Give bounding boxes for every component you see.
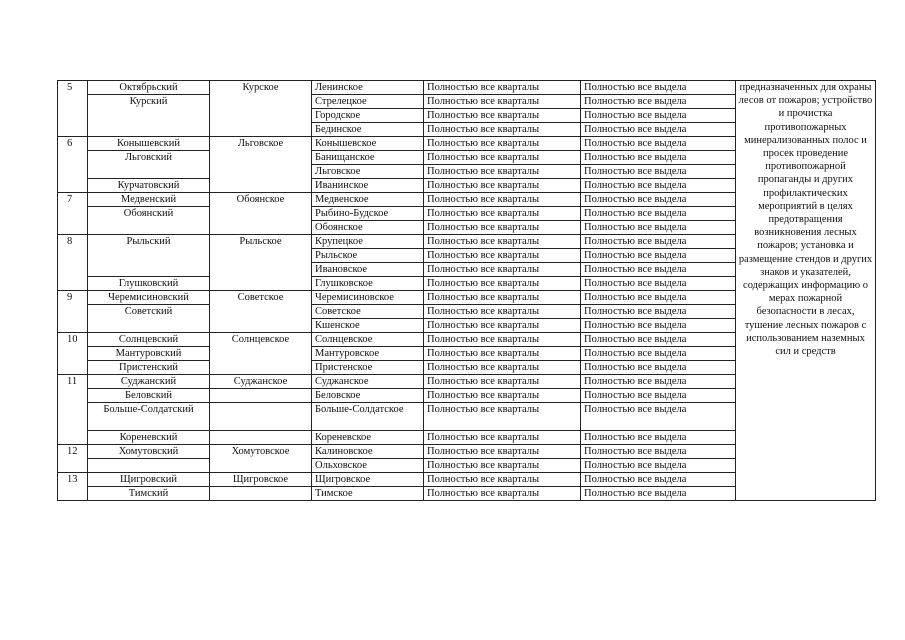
district-cell: Солнцевский <box>88 333 210 347</box>
district-cell: Глушковский <box>88 277 210 291</box>
quarters-cell: Полностью все кварталы <box>424 333 581 347</box>
district-cell: Конышевский <box>88 137 210 151</box>
district-cell: Курчатовский <box>88 179 210 193</box>
document-page <box>57 80 876 501</box>
sections-cell: Полностью все выдела <box>581 151 736 165</box>
quarters-cell: Полностью все кварталы <box>424 165 581 179</box>
district-cell: Обоянский <box>88 207 210 235</box>
local-forestry-cell: Ольховское <box>312 459 424 473</box>
forestry-cell: Хомутовское <box>210 445 312 473</box>
district-cell: Пристенский <box>88 361 210 375</box>
sections-cell: Полностью все выдела <box>581 235 736 249</box>
forestry-cell: Рыльское <box>210 235 312 291</box>
local-forestry-cell: Обоянское <box>312 221 424 235</box>
group-number: 8 <box>58 235 88 291</box>
quarters-cell: Полностью все кварталы <box>424 305 581 319</box>
district-cell: Льговский <box>88 151 210 179</box>
district-cell: Кореневский <box>88 431 210 445</box>
district-cell: Курский <box>88 95 210 137</box>
sections-cell: Полностью все выдела <box>581 179 736 193</box>
group-number: 12 <box>58 445 88 473</box>
local-forestry-cell: Щигровское <box>312 473 424 487</box>
sections-cell: Полностью все выдела <box>581 221 736 235</box>
quarters-cell: Полностью все кварталы <box>424 403 581 431</box>
sections-cell: Полностью все выдела <box>581 249 736 263</box>
district-cell: Советский <box>88 305 210 333</box>
local-forestry-cell: Глушковское <box>312 277 424 291</box>
measures-note: предназначенных для охраны лесов от пожаров; устройство и прочистка противопожарных минерализованных полос и просек проведение противопожарной пропаганды и других профилактических мероприятий в целях предотвращения возникновения лесных пожаров; установка и размещение стендов и других знаков и указателей, содержащих информацию о мерах пожарной безопасности в лесах, тушение лесных пожаров с использованием наземных сил и средств <box>736 81 876 501</box>
local-forestry-cell: Калиновское <box>312 445 424 459</box>
local-forestry-cell: Больше-Солдатское <box>312 403 424 431</box>
local-forestry-cell: Кшенское <box>312 319 424 333</box>
sections-cell: Полностью все выдела <box>581 333 736 347</box>
sections-cell: Полностью все выдела <box>581 109 736 123</box>
sections-cell: Полностью все выдела <box>581 361 736 375</box>
sections-cell: Полностью все выдела <box>581 389 736 403</box>
sections-cell: Полностью все выдела <box>581 291 736 305</box>
sections-cell: Полностью все выдела <box>581 165 736 179</box>
sections-cell: Полностью все выдела <box>581 123 736 137</box>
group-number: 9 <box>58 291 88 333</box>
sections-cell: Полностью все выдела <box>581 431 736 445</box>
sections-cell: Полностью все выдела <box>581 193 736 207</box>
group-number: 7 <box>58 193 88 235</box>
forestry-cell <box>210 389 312 403</box>
group-number: 5 <box>58 81 88 137</box>
quarters-cell: Полностью все кварталы <box>424 109 581 123</box>
local-forestry-cell: Тимское <box>312 487 424 501</box>
forestry-cell: Советское <box>210 291 312 333</box>
quarters-cell: Полностью все кварталы <box>424 81 581 95</box>
local-forestry-cell: Солнцевское <box>312 333 424 347</box>
table-row <box>58 81 876 95</box>
quarters-cell: Полностью все кварталы <box>424 137 581 151</box>
forestry-cell: Льговское <box>210 137 312 193</box>
local-forestry-cell: Городское <box>312 109 424 123</box>
district-cell: Октябрьский <box>88 81 210 95</box>
sections-cell: Полностью все выдела <box>581 207 736 221</box>
district-cell <box>88 459 210 473</box>
group-number: 6 <box>58 137 88 193</box>
district-cell: Беловский <box>88 389 210 403</box>
quarters-cell: Полностью все кварталы <box>424 123 581 137</box>
district-cell: Тимский <box>88 487 210 501</box>
local-forestry-cell: Мантуровское <box>312 347 424 361</box>
local-forestry-cell: Банищанское <box>312 151 424 165</box>
local-forestry-cell: Кореневское <box>312 431 424 445</box>
quarters-cell: Полностью все кварталы <box>424 347 581 361</box>
sections-cell: Полностью все выдела <box>581 473 736 487</box>
quarters-cell: Полностью все кварталы <box>424 221 581 235</box>
sections-cell: Полностью все выдела <box>581 487 736 501</box>
forestry-cell: Щигровское <box>210 473 312 487</box>
sections-cell: Полностью все выдела <box>581 137 736 151</box>
local-forestry-cell: Конышевское <box>312 137 424 151</box>
forest-fire-table <box>57 80 876 501</box>
quarters-cell: Полностью все кварталы <box>424 95 581 109</box>
local-forestry-cell: Пристенское <box>312 361 424 375</box>
quarters-cell: Полностью все кварталы <box>424 445 581 459</box>
quarters-cell: Полностью все кварталы <box>424 389 581 403</box>
local-forestry-cell: Крупецкое <box>312 235 424 249</box>
sections-cell: Полностью все выдела <box>581 459 736 473</box>
quarters-cell: Полностью все кварталы <box>424 249 581 263</box>
district-cell: Черемисиновский <box>88 291 210 305</box>
district-cell: Медвенский <box>88 193 210 207</box>
local-forestry-cell: Беловское <box>312 389 424 403</box>
forestry-cell <box>210 403 312 431</box>
sections-cell: Полностью все выдела <box>581 81 736 95</box>
local-forestry-cell: Медвенское <box>312 193 424 207</box>
local-forestry-cell: Суджанское <box>312 375 424 389</box>
sections-cell: Полностью все выдела <box>581 445 736 459</box>
local-forestry-cell: Рыбино-Будское <box>312 207 424 221</box>
quarters-cell: Полностью все кварталы <box>424 151 581 165</box>
district-cell: Больше-Солдатский <box>88 403 210 431</box>
quarters-cell: Полностью все кварталы <box>424 207 581 221</box>
quarters-cell: Полностью все кварталы <box>424 319 581 333</box>
district-cell: Суджанский <box>88 375 210 389</box>
quarters-cell: Полностью все кварталы <box>424 361 581 375</box>
quarters-cell: Полностью все кварталы <box>424 431 581 445</box>
local-forestry-cell: Стрелецкое <box>312 95 424 109</box>
quarters-cell: Полностью все кварталы <box>424 459 581 473</box>
local-forestry-cell: Черемисиновское <box>312 291 424 305</box>
district-cell: Хомутовский <box>88 445 210 459</box>
quarters-cell: Полностью все кварталы <box>424 193 581 207</box>
quarters-cell: Полностью все кварталы <box>424 235 581 249</box>
district-cell: Рыльский <box>88 235 210 277</box>
sections-cell: Полностью все выдела <box>581 403 736 431</box>
local-forestry-cell: Советское <box>312 305 424 319</box>
group-number: 10 <box>58 333 88 375</box>
quarters-cell: Полностью все кварталы <box>424 277 581 291</box>
sections-cell: Полностью все выдела <box>581 277 736 291</box>
local-forestry-cell: Ленинское <box>312 81 424 95</box>
local-forestry-cell: Рыльское <box>312 249 424 263</box>
sections-cell: Полностью все выдела <box>581 95 736 109</box>
sections-cell: Полностью все выдела <box>581 305 736 319</box>
local-forestry-cell: Льговское <box>312 165 424 179</box>
district-cell: Щигровский <box>88 473 210 487</box>
forestry-cell: Солнцевское <box>210 333 312 375</box>
district-cell: Мантуровский <box>88 347 210 361</box>
group-number: 13 <box>58 473 88 501</box>
quarters-cell: Полностью все кварталы <box>424 263 581 277</box>
quarters-cell: Полностью все кварталы <box>424 375 581 389</box>
sections-cell: Полностью все выдела <box>581 347 736 361</box>
sections-cell: Полностью все выдела <box>581 319 736 333</box>
local-forestry-cell: Иванинское <box>312 179 424 193</box>
sections-cell: Полностью все выдела <box>581 375 736 389</box>
sections-cell: Полностью все выдела <box>581 263 736 277</box>
forestry-cell: Курское <box>210 81 312 137</box>
forestry-cell: Суджанское <box>210 375 312 389</box>
group-number: 11 <box>58 375 88 445</box>
local-forestry-cell: Бединское <box>312 123 424 137</box>
quarters-cell: Полностью все кварталы <box>424 179 581 193</box>
quarters-cell: Полностью все кварталы <box>424 473 581 487</box>
forestry-cell: Обоянское <box>210 193 312 235</box>
forestry-cell <box>210 431 312 445</box>
forestry-cell <box>210 487 312 501</box>
local-forestry-cell: Ивановское <box>312 263 424 277</box>
quarters-cell: Полностью все кварталы <box>424 291 581 305</box>
quarters-cell: Полностью все кварталы <box>424 487 581 501</box>
